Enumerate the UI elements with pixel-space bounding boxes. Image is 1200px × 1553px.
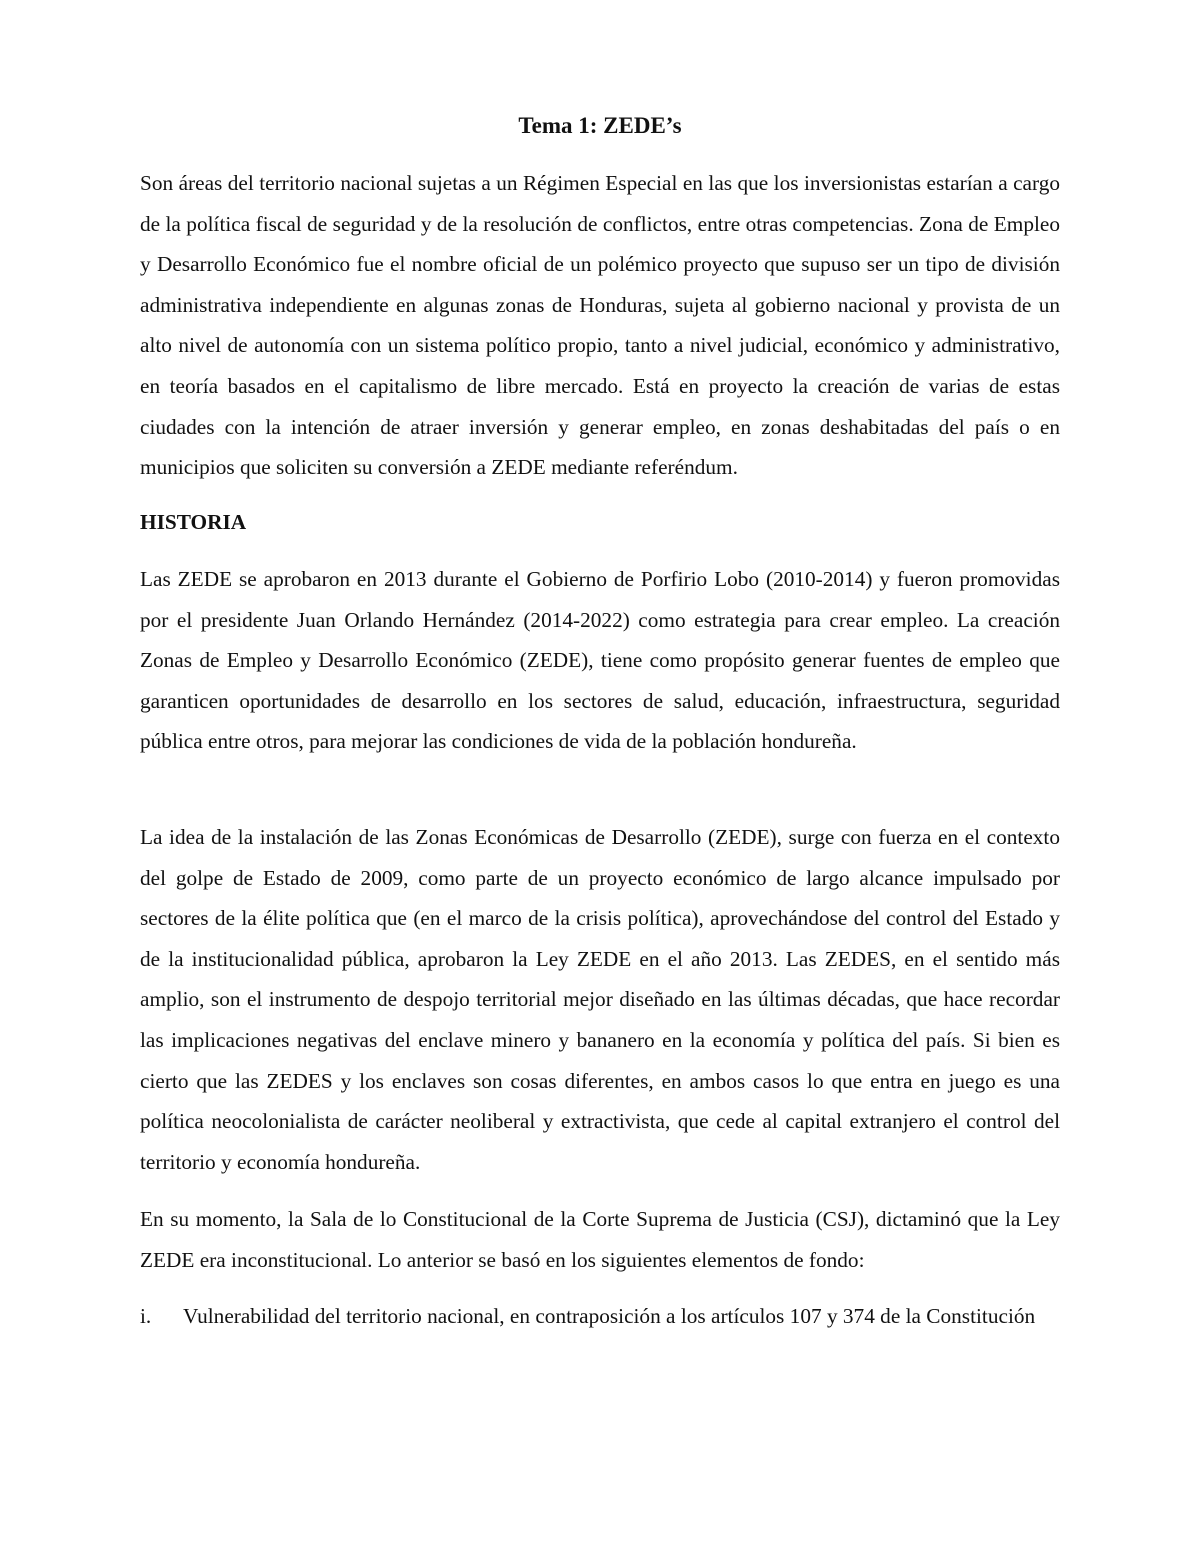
section-heading-historia: HISTORIA bbox=[140, 510, 247, 534]
historia-paragraph-2: La idea de la instalación de las Zonas Económicas de Desarrollo (ZEDE), surge con fuerza en el contexto del golpe de Estado de 2009, como parte de un proyecto económico de largo alcance impulsado por sectores de la élite política que (en el marco de la crisis política), aprovechándose del control del Estado y de la institucionalidad pública, aprobaron la Ley ZEDE en el año 2013. Las ZEDES, en el sentido más amplio, son el instrumento de despojo territorial mejor diseñado en las últimas décadas, que hace recordar las implicaciones negativas del enclave minero y bananero en la economía y política del país. Si bien es cierto que las ZEDES y los enclaves son cosas diferentes, en ambos casos lo que entra en juego es una política neocolonialista de carácter neoliberal y extractivista, que cede al capital extranjero el control del territorio y economía hondureña. bbox=[140, 825, 1060, 1174]
intro-paragraph: Son áreas del territorio nacional sujetas a un Régimen Especial en las que los inversionistas estarían a cargo de la política fiscal de seguridad y de la resolución de conflictos, entre otras competencias. Zona de Empleo y Desarrollo Económico fue el nombre oficial de un polémico proyecto que supuso ser un tipo de división administrativa independiente en algunas zonas de Honduras, sujeta al gobierno nacional y provista de un alto nivel de autonomía con un sistema político propio, tanto a nivel judicial, económico y administrativo, en teoría basados en el capitalismo de libre mercado. Está en proyecto la creación de varias de estas ciudades con la intención de atraer inversión y generar empleo, en zonas deshabitadas del país o en municipios que soliciten su conversión a ZEDE mediante referéndum. bbox=[140, 171, 1060, 480]
historia-paragraph-1: Las ZEDE se aprobaron en 2013 durante el Gobierno de Porfirio Lobo (2010-2014) y fueron promovidas por el presidente Juan Orlando Hernández (2014-2022) como estrategia para crear empleo. La creación Zonas de Empleo y Desarrollo Económico (ZEDE), tiene como propósito generar fuentes de empleo que garanticen oportunidades de desarrollo en los sectores de salud, educación, infraestructura, seguridad pública entre otros, para mejorar las condiciones de vida de la población hondureña. bbox=[140, 567, 1060, 754]
list-item bbox=[140, 1296, 1060, 1337]
document-title: Tema 1: ZEDE’s bbox=[518, 113, 682, 138]
list-marker: i. bbox=[140, 1304, 152, 1328]
historia-paragraph-3: En su momento, la Sala de lo Constitucional de la Corte Suprema de Justicia (CSJ), dictaminó que la Ley ZEDE era inconstitucional. Lo anterior se basó en los siguientes elementos de fondo: bbox=[140, 1207, 1060, 1272]
grounds-list bbox=[140, 1296, 1060, 1337]
list-item-text: Vulnerabilidad del territorio nacional, en contraposición a los artículos 107 y 374 de la Constitución bbox=[183, 1304, 1036, 1328]
